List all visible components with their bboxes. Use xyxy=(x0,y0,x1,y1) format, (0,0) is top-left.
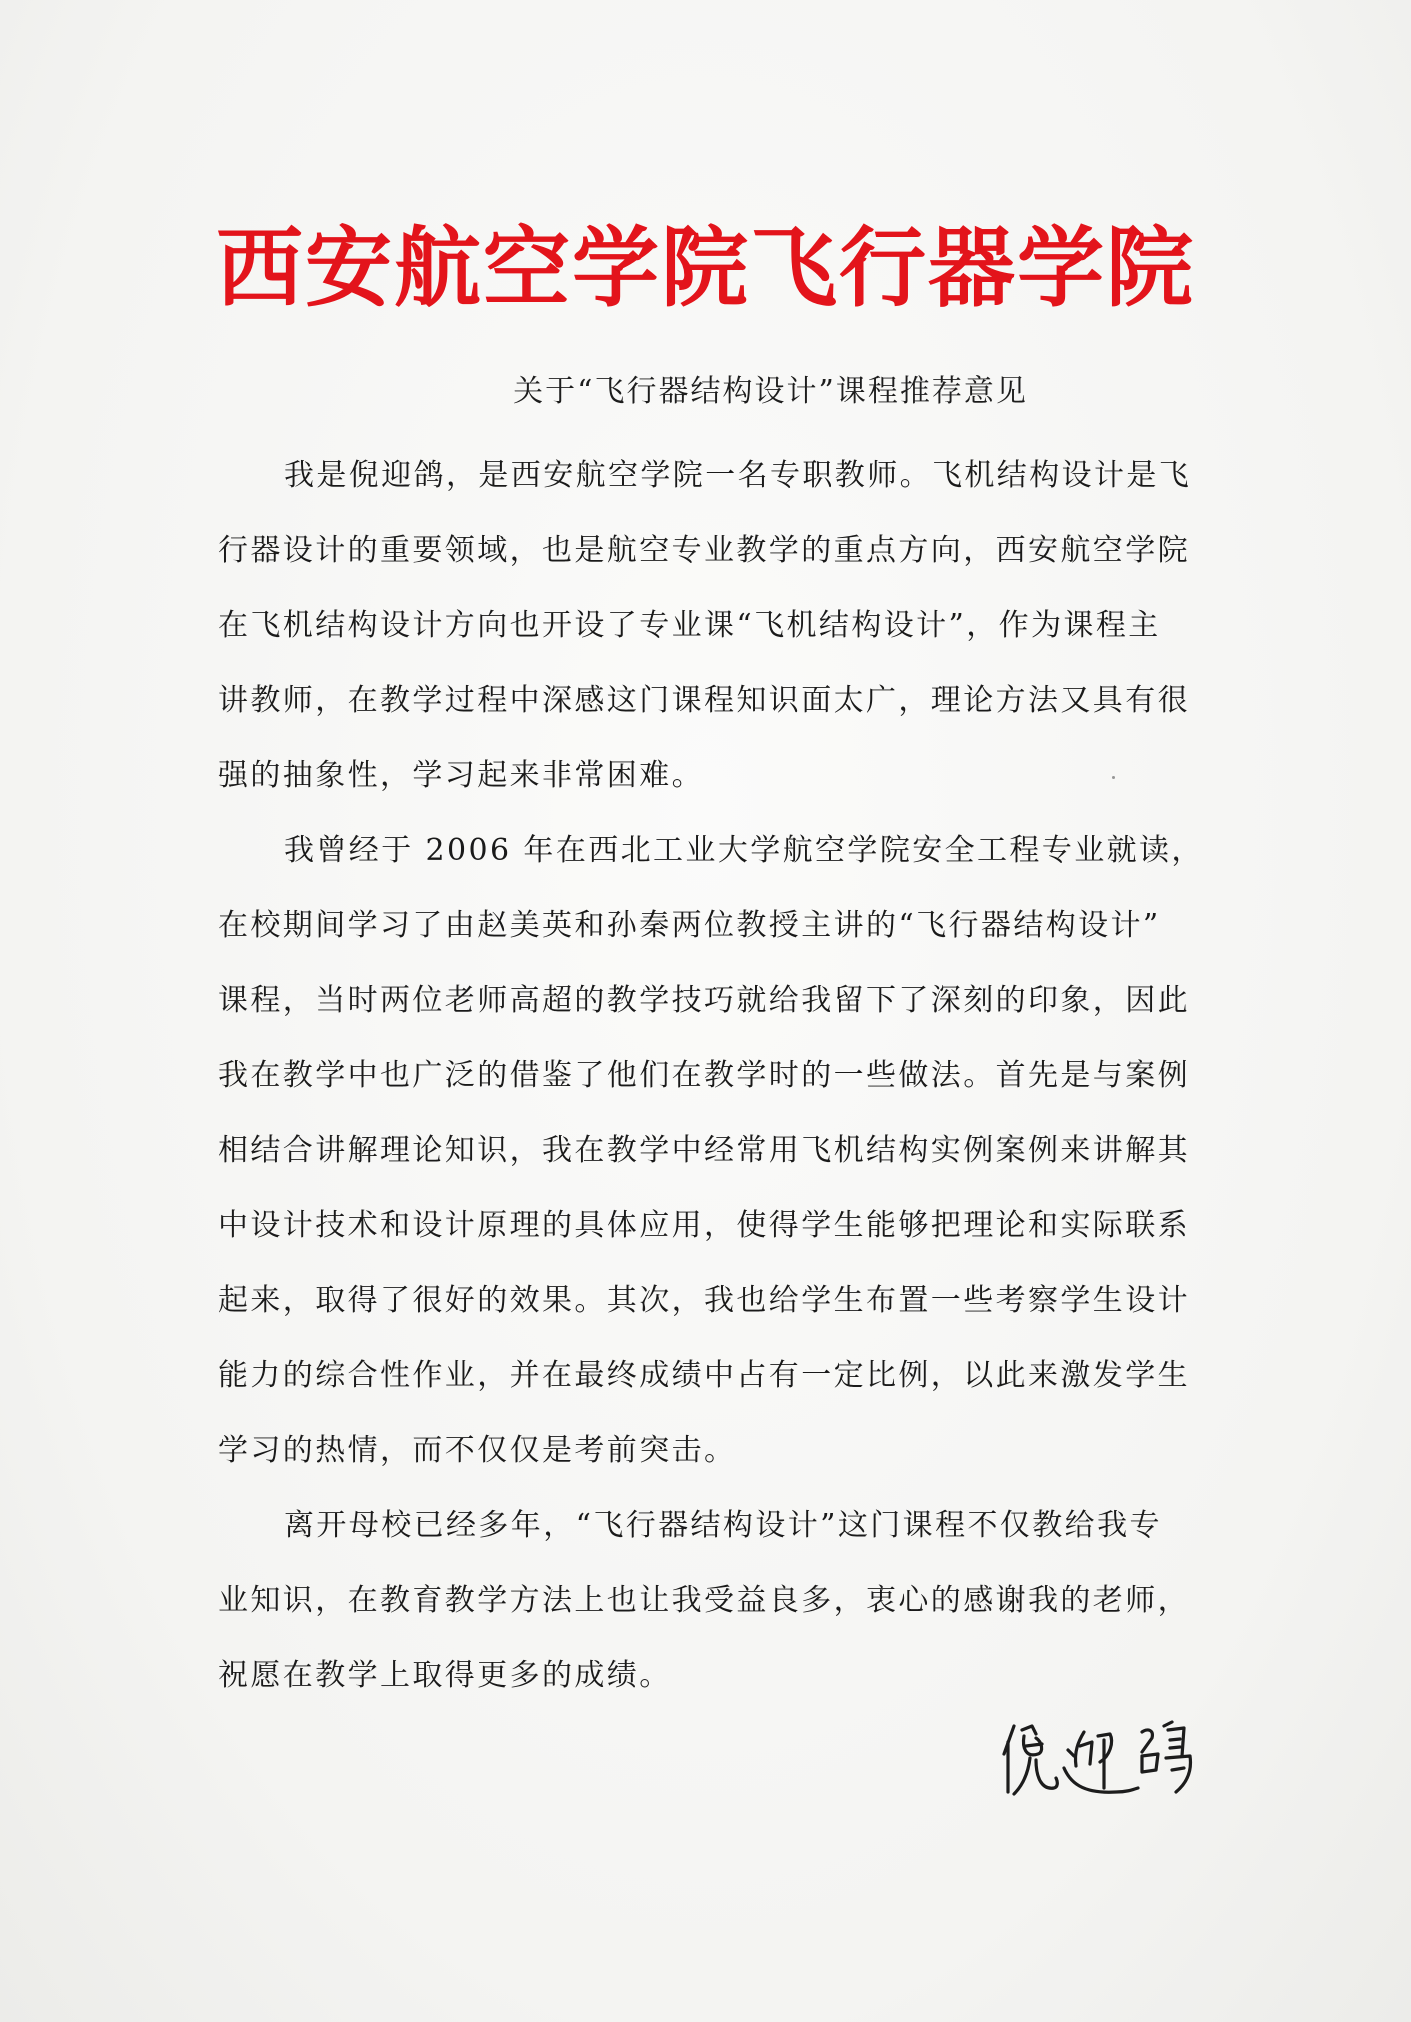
paragraph-1 xyxy=(218,438,1208,813)
text-line: 讲教师，在教学过程中深感这门课程知识面太广，理论方法又具有很 xyxy=(218,683,1190,718)
text-line: 我在教学中也广泛的借鉴了他们在教学时的一些做法。首先是与案例 xyxy=(218,1058,1190,1093)
text-line: 中设计技术和设计原理的具体应用，使得学生能够把理论和实际联系 xyxy=(218,1208,1190,1243)
text-line: 起来，取得了很好的效果。其次，我也给学生布置一些考察学生设计 xyxy=(218,1283,1190,1318)
scan-speck xyxy=(1112,776,1115,779)
paragraph-3 xyxy=(218,1488,1208,1713)
text-line: 我是倪迎鸽，是西安航空学院一名专职教师。飞机结构设计是飞 xyxy=(284,458,1192,493)
text-line: 我曾经于 2006 年在西北工业大学航空学院安全工程专业就读， xyxy=(284,833,1204,868)
text-line: 强的抽象性，学习起来非常困难。 xyxy=(218,758,704,793)
letter-body xyxy=(218,438,1208,1713)
letterhead-title: 西安航空学院飞行器学院 xyxy=(216,216,1195,319)
text-line: 行器设计的重要领域，也是航空专业教学的重点方向，西安航空学院 xyxy=(218,533,1190,568)
text-line: 在校期间学习了由赵美英和孙秦两位教授主讲的“飞行器结构设计” xyxy=(218,908,1161,943)
text-line: 课程，当时两位老师高超的教学技巧就给我留下了深刻的印象，因此 xyxy=(218,983,1190,1018)
text-line: 业知识，在教育教学方法上也让我受益良多，衷心的感谢我的老师， xyxy=(218,1583,1190,1618)
handwritten-signature xyxy=(992,1712,1212,1812)
text-line: 祝愿在教学上取得更多的成绩。 xyxy=(218,1658,672,1693)
text-line: 离开母校已经多年，“飞行器结构设计”这门课程不仅教给我专 xyxy=(284,1508,1162,1543)
text-line: 能力的综合性作业，并在最终成绩中占有一定比例，以此来激发学生 xyxy=(218,1358,1190,1393)
paragraph-2 xyxy=(218,813,1208,1488)
text-line: 相结合讲解理论知识，我在教学中经常用飞机结构实例案例来讲解其 xyxy=(218,1133,1190,1168)
text-line: 学习的热情，而不仅仅是考前突击。 xyxy=(218,1433,737,1468)
document-subtitle: 关于“飞行器结构设计”课程推荐意见 xyxy=(513,374,1028,409)
text-line: 在飞机结构设计方向也开设了专业课“飞机结构设计”，作为课程主 xyxy=(218,608,1161,643)
